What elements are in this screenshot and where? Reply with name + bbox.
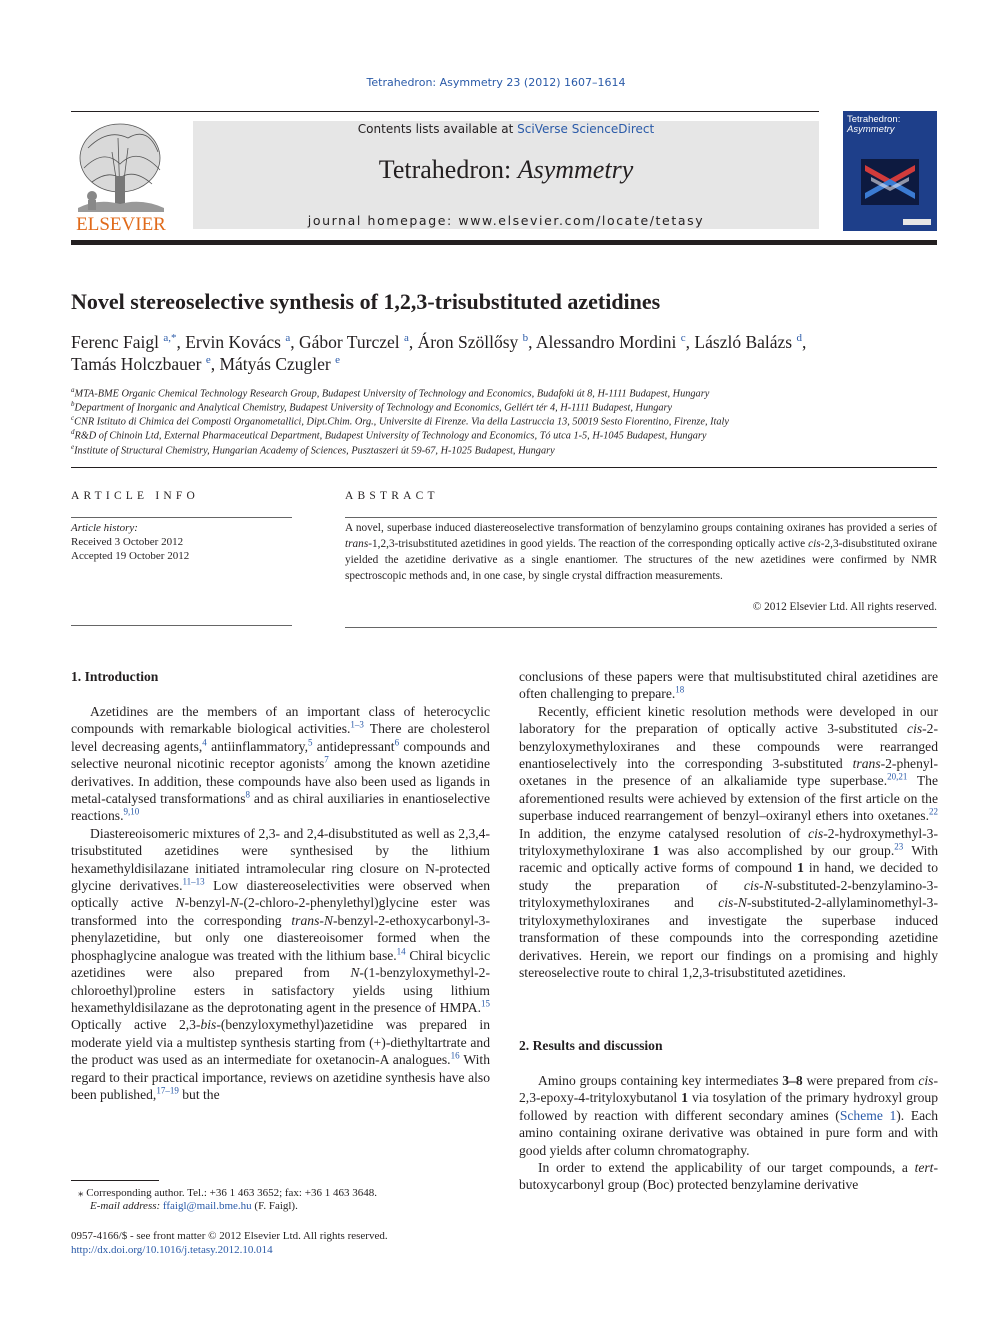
doi-link[interactable]: http://dx.doi.org/10.1016/j.tetasy.2012.10.014: [71, 1244, 273, 1256]
abstract-heading: ABSTRACT: [345, 490, 439, 502]
author-separator: ,: [528, 332, 536, 352]
author-affiliation-marker[interactable]: c: [680, 332, 686, 345]
footnote-rule: [71, 1180, 159, 1181]
affiliation-marker: a: [71, 386, 75, 394]
author-separator: ,: [801, 332, 807, 352]
journal-cover-thumbnail[interactable]: [843, 111, 937, 231]
authors-line-2: [71, 354, 340, 375]
author-separator: ,: [290, 332, 299, 352]
email-label: E-mail address:: [90, 1200, 161, 1212]
elsevier-logo[interactable]: [68, 118, 174, 234]
author-separator: ,: [210, 354, 220, 374]
article-info-heading: ARTICLE INFO: [71, 490, 199, 502]
paragraph: Amino groups containing key intermediates 3–8 were prepared from cis-2,3-epoxy-4-trityloxybutanol 1 via tosylation of the primary hydroxyl group followed by reaction with different secondary amines (Scheme 1). Each amino containing oxirane derivative was obtained in pure form and with good yields after column chromatography.: [519, 1073, 939, 1158]
issn-line: 0957-4166/$ - see front matter © 2012 Elsevier Ltd. All rights reserved.: [71, 1230, 388, 1242]
sciverse-link[interactable]: SciVerse ScienceDirect: [517, 122, 655, 136]
abstract-rule-bottom: [345, 627, 937, 628]
affiliation-text: R&D of Chinoin Ltd, External Pharmaceutical Department, Budapest University of Technology and Economics, Tó utca 1-5, H-1045 Budapest, Hungary: [74, 430, 707, 442]
affiliation-text: MTA-BME Organic Chemical Technology Research Group, Budapest University of Technology and Economics, Budafoki út 8, H-1111 Budapest, Hungary: [74, 388, 710, 400]
abstract-rule-top: [345, 517, 937, 518]
elsevier-wordmark: ELSEVIER: [76, 214, 166, 234]
contents-prefix: Contents lists available at: [357, 122, 518, 136]
cover-publisher-mark: [903, 219, 931, 225]
author-separator: ,: [685, 332, 695, 352]
article-history-label: Article history:: [71, 522, 138, 534]
email-owner: (F. Faigl).: [251, 1200, 298, 1212]
paragraph: In order to extend the applicability of our target compounds, a tert-butoxycarbonyl group (Boc) protected benzylamine derivative: [519, 1160, 938, 1193]
author-name: Gábor Turczel: [299, 332, 400, 352]
journal-homepage[interactable]: journal homepage: www.elsevier.com/locate/tetasy: [307, 213, 705, 228]
paragraph: conclusions of these papers were that multisubstituted chiral azetidines are often challenging to prepare.$^{18}$: [519, 669, 938, 702]
email-link[interactable]: ffaigl@mail.bme.hu: [162, 1200, 252, 1212]
section-heading-results: 2. Results and discussion: [519, 1038, 663, 1053]
cover-title: [847, 115, 900, 135]
authors-line-1: [71, 332, 806, 353]
affiliation-b: [71, 400, 672, 413]
elsevier-tree-icon: [68, 118, 174, 234]
affiliation-marker: d: [71, 428, 75, 436]
author-affiliation-marker[interactable]: a: [403, 332, 409, 345]
scheme-1-link[interactable]: Scheme 1: [839, 1107, 897, 1123]
journal-citation[interactable]: Tetrahedron: Asymmetry 23 (2012) 1607–1614: [366, 76, 626, 89]
affiliation-text: Department of Inorganic and Analytical Chemistry, Budapest University of Technology and Economics, Gellért tér 4, H-1111 Budapest, Hungary: [74, 402, 673, 414]
author-name: Alessandro Mordini: [535, 332, 677, 352]
author-separator: ,: [408, 332, 418, 352]
affiliation-e: [71, 443, 555, 456]
paragraph: Azetidines are the members of an important class of heterocyclic compounds with remarkable biological activities.$^{1-3}$ There are cholesterol level decreasing agents,$^4$ antiinflammatory,$^5$ antidepressant$^6$ compounds and selective neuronal nicotinic receptor agonists$^7$ among the known azetidine derivatives. In addition, these compounds have also been used as ligands in metal-catalysed transformations$^8$ and as chiral auxiliaries in enantioselective reactions.$^{9,10}$: [71, 704, 491, 824]
author-name: Mátyás Czugler: [219, 354, 331, 374]
affiliation-d: [71, 428, 706, 441]
journal-name-text: Tetrahedron: Asymmetry: [378, 155, 634, 184]
introduction-body: [71, 703, 490, 1103]
contents-available-line: [193, 122, 819, 136]
author-name: Áron Szöllősy: [417, 332, 519, 352]
abstract-text: A novel, superbase induced diastereoselective transformation of benzylamino groups containing oxiranes has provided a series of trans-1,2,3-trisubstituted azetidines in good yields. The reaction of the corresponding optically active cis-2,3-disubstituted oxirane yielded the azetidine derivative as a single enantiomer. The structures of the new azetidines were confirmed by NMR spectroscopic methods and, in one case, by single crystal diffraction measurements.: [345, 522, 937, 582]
author-affiliation-marker[interactable]: a: [285, 332, 291, 345]
affiliation-a: [71, 386, 709, 399]
cover-title-line2: Asymmetry: [847, 124, 895, 135]
author-affiliation-marker[interactable]: e: [205, 354, 211, 367]
author-affiliation-marker[interactable]: e: [335, 354, 341, 367]
author-separator: ,: [176, 332, 186, 352]
affiliation-c: [71, 414, 729, 427]
author-affiliation-marker[interactable]: b: [522, 332, 529, 345]
author-affiliation-marker[interactable]: d: [796, 332, 802, 345]
header-rule: [71, 111, 819, 112]
cover-art-icon: [861, 159, 919, 205]
cover-title-line1: Tetrahedron:: [847, 114, 901, 125]
abstract-copyright: © 2012 Elsevier Ltd. All rights reserved.: [752, 601, 937, 613]
article-info-rule-bottom: [71, 625, 292, 626]
header-thick-rule: [71, 240, 937, 245]
author-name: Ervin Kovács: [185, 332, 281, 352]
affiliation-marker: c: [71, 414, 75, 422]
introduction-body-continued: [519, 668, 938, 981]
journal-name: [193, 155, 819, 185]
author-name: Tamás Holczbauer: [71, 354, 202, 374]
affiliation-text: Institute of Structural Chemistry, Hungarian Academy of Sciences, Pusztaszeri út 59-67, H-1025 Budapest, Hungary: [74, 445, 555, 457]
corresponding-author-note: ⁎ Corresponding author. Tel.: +36 1 463 3652; fax: +36 1 463 3648.: [78, 1187, 377, 1199]
paragraph: Recently, efficient kinetic resolution methods were developed in our laboratory for the preparation of optically active 3-substituted cis-2-benzyloxymethyloxiranes and these compounds were rearranged enantioselectively into the corresponding 3-substituted trans-2-phenyl-oxetanes in the presence of an alkaliamide type superbase.$^{20,21}$ The aforementioned results were achieved by extension of the first article on the superbase induced rearrangement of benzyl–oxiranyl ethers into oxetanes.$^{22}$ In addition, the enzyme catalysed resolution of cis-2-hydroxymethyl-3-trityloxymethyloxirane 1 was also accomplished by our group.$^{23}$ With racemic and optically active forms of compound 1 in hand, we decided to study the preparation of cis-N-substituted-2-benzylamino-3-trityloxymethyloxiranes and cis-N-substituted-2-allylaminomethyl-3-trityloxymethyloxiranes and investigate the superbase induced transformation of these compounds into the corresponding azetidine derivatives. Herein, we report our findings on a promising and highly stereoselective route to chiral 1,2,3-trisubstituted azetidines.: [519, 703, 938, 980]
paragraph: Diastereoisomeric mixtures of 2,3- and 2,4-disubstituted as well as 2,3,4-trisubstituted azetidines were synthesised by the lithium hexamethyldisilazane initiated intramolecular ring closure on N-protected glycine derivatives.$^{11-13}$ Low diastereoselectivities were observed when optically active N-benzyl-N-(2-chloro-2-phenylethyl)glycine ester was transformed into the corresponding trans-N-benzyl-2-ethoxycarbonyl-3-phenylazetidine, but only one diastereoisomer formed when the phosphaglycine analogue was treated with the lithium base.$^{14}$ Chiral bicyclic azetidines were also prepared from N-(1-benzyloxymethyl-2-chloroethyl)proline esters in satisfactory yields using lithium hexamethyldisilazane as the deprotonating agent in the presence of HMPA.$^{15}$ Optically active 2,3-bis-(benzyloxymethyl)azetidine was prepared in moderate yield via a multistep synthesis starting from (+)-diethyltartrate and the product was used as an intermediate for oxetanocin-A analogues.$^{16}$ With regard to their practical importance, reviews on azetidine synthesis have also been published,$^{17-19}$ but the: [71, 825, 491, 1102]
affiliation-marker: e: [71, 443, 75, 451]
author-affiliation-marker[interactable]: a,*: [163, 332, 177, 345]
affiliation-text: CNR Istituto di Chimica dei Composti Organometallici, Dipt.Chim. Org., Universite di Firenze. Via della Lastruccia 13, 50019 Sesto Fiorentino, Firenze, Italy: [74, 416, 729, 428]
accepted-date: Accepted 19 October 2012: [71, 550, 190, 562]
affiliation-rule: [71, 467, 937, 468]
author-name: László Balázs: [694, 332, 793, 352]
email-note: [90, 1200, 298, 1212]
author-name: Ferenc Faigl: [71, 332, 159, 352]
article-info-rule-top: [71, 517, 292, 518]
section-heading-introduction: 1. Introduction: [71, 669, 159, 684]
results-body: [519, 1072, 938, 1194]
article-title: Novel stereoselective synthesis of 1,2,3-trisubstituted azetidines: [71, 289, 661, 314]
received-date: Received 3 October 2012: [71, 536, 184, 548]
affiliation-marker: b: [71, 400, 75, 408]
